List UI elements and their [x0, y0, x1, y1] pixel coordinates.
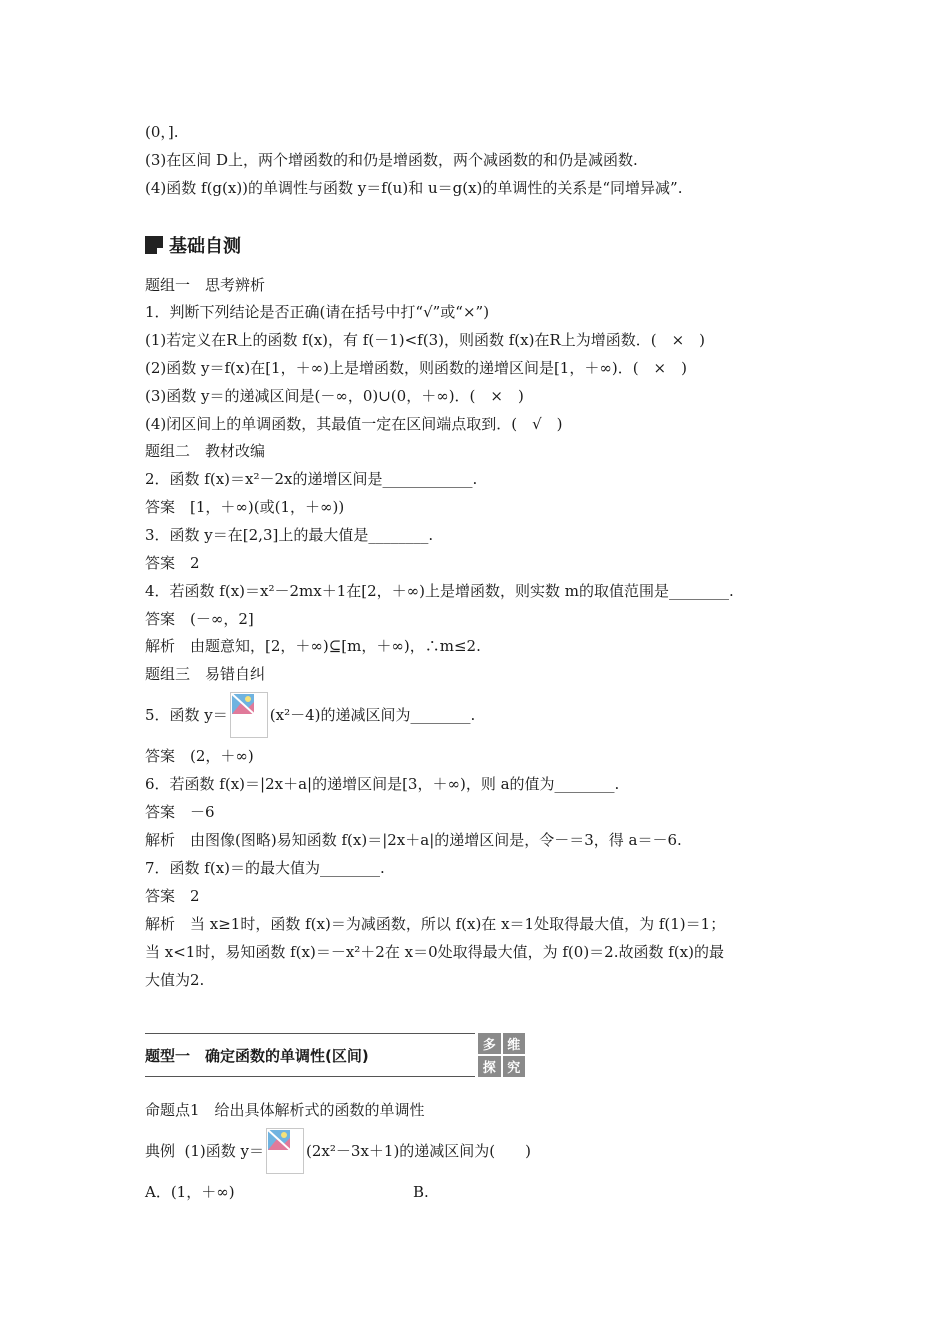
question-line: 4．若函数 f(x)＝x²－2mx＋1在[2，＋∞)上是增函数，则实数 m的取值范围是________. [145, 582, 734, 600]
answer-line: 答案 (－∞，2] [145, 610, 254, 628]
section-heading [145, 232, 241, 258]
question-line: 2．函数 f(x)＝x²－2x的递增区间是____________. [145, 470, 478, 488]
question-line: 3．函数 y＝在[2,3]上的最大值是________. [145, 526, 434, 544]
formula-image-icon [266, 1128, 304, 1174]
type-heading-bar [145, 1033, 525, 1077]
group-heading: 题组二 教材改编 [145, 442, 266, 460]
type-title: 题型一 确定函数的单调性(区间) [145, 1047, 369, 1065]
section-title: 基础自测 [169, 236, 241, 257]
explore-badge [478, 1033, 525, 1077]
section-marker-icon [145, 236, 163, 254]
analysis-line: 大值为2. [145, 971, 205, 989]
divider [145, 1076, 475, 1077]
subheading: 命题点1 给出具体解析式的函数的单调性 [145, 1101, 425, 1119]
option-b: B. [413, 1183, 429, 1201]
badge-char: 维 [503, 1033, 526, 1054]
analysis-line: 当 x<1时，易知函数 f(x)＝－x²＋2在 x＝0处取得最大值，为 f(0)＝2.故函数 f(x)的最 [145, 943, 724, 961]
divider [145, 1033, 475, 1034]
question-line: (4)闭区间上的单调函数，其最值一定在区间端点取到．( √ ) [145, 415, 563, 433]
question-line: 1．判断下列结论是否正确(请在括号中打“√”或“×”) [145, 303, 490, 321]
question-line: (2)函数 y＝f(x)在[1，＋∞)上是增函数，则函数的递增区间是[1，＋∞)．( × ) [145, 359, 687, 377]
question-line: 5．函数 y＝ (x²－4)的递减区间为________. [145, 692, 475, 738]
answer-line: 答案 2 [145, 554, 200, 572]
option-a: A．(1，＋∞) [145, 1183, 235, 1201]
question-line: (3)函数 y＝的递减区间是(－∞，0)∪(0，＋∞)．( × ) [145, 387, 524, 405]
text-line: (0，]. [145, 123, 179, 141]
text-line: (4)函数 f(g(x))的单调性与函数 y＝f(u)和 u＝g(x)的单调性的关系是“同增异减”. [145, 179, 683, 197]
group-heading: 题组三 易错自纠 [145, 665, 266, 683]
group-heading: 题组一 思考辨析 [145, 276, 266, 294]
badge-char: 多 [478, 1033, 501, 1054]
analysis-line: 解析 由题意知，[2，＋∞)⊆[m，＋∞)，∴m≤2. [145, 637, 481, 655]
text-line: (3)在区间 D上，两个增函数的和仍是增函数，两个减函数的和仍是减函数. [145, 151, 638, 169]
analysis-line: 解析 当 x≥1时，函数 f(x)＝为减函数，所以 f(x)在 x＝1处取得最大值，为 f(1)＝1； [145, 915, 726, 933]
badge-char: 探 [478, 1056, 501, 1077]
question-line: 6．若函数 f(x)＝|2x＋a|的递增区间是[3，＋∞)，则 a的值为________. [145, 775, 620, 793]
answer-line: 答案 2 [145, 887, 200, 905]
answer-line: 答案 [1，＋∞)(或(1，＋∞)) [145, 498, 345, 516]
question-line: 7．函数 f(x)＝的最大值为________. [145, 859, 385, 877]
formula-image-icon [230, 692, 268, 738]
question-line: (1)若定义在R上的函数 f(x)，有 f(－1)<f(3)，则函数 f(x)在R上为增函数．( × ) [145, 331, 706, 349]
example-line: 典例 (1)函数 y＝ (2x²－3x＋1)的递减区间为( ) [145, 1128, 531, 1174]
analysis-line: 解析 由图像(图略)易知函数 f(x)＝|2x＋a|的递增区间是，令－＝3，得 a＝－6. [145, 831, 682, 849]
answer-line: 答案 －6 [145, 803, 215, 821]
badge-char: 究 [503, 1056, 526, 1077]
answer-line: 答案 (2，＋∞) [145, 747, 254, 765]
